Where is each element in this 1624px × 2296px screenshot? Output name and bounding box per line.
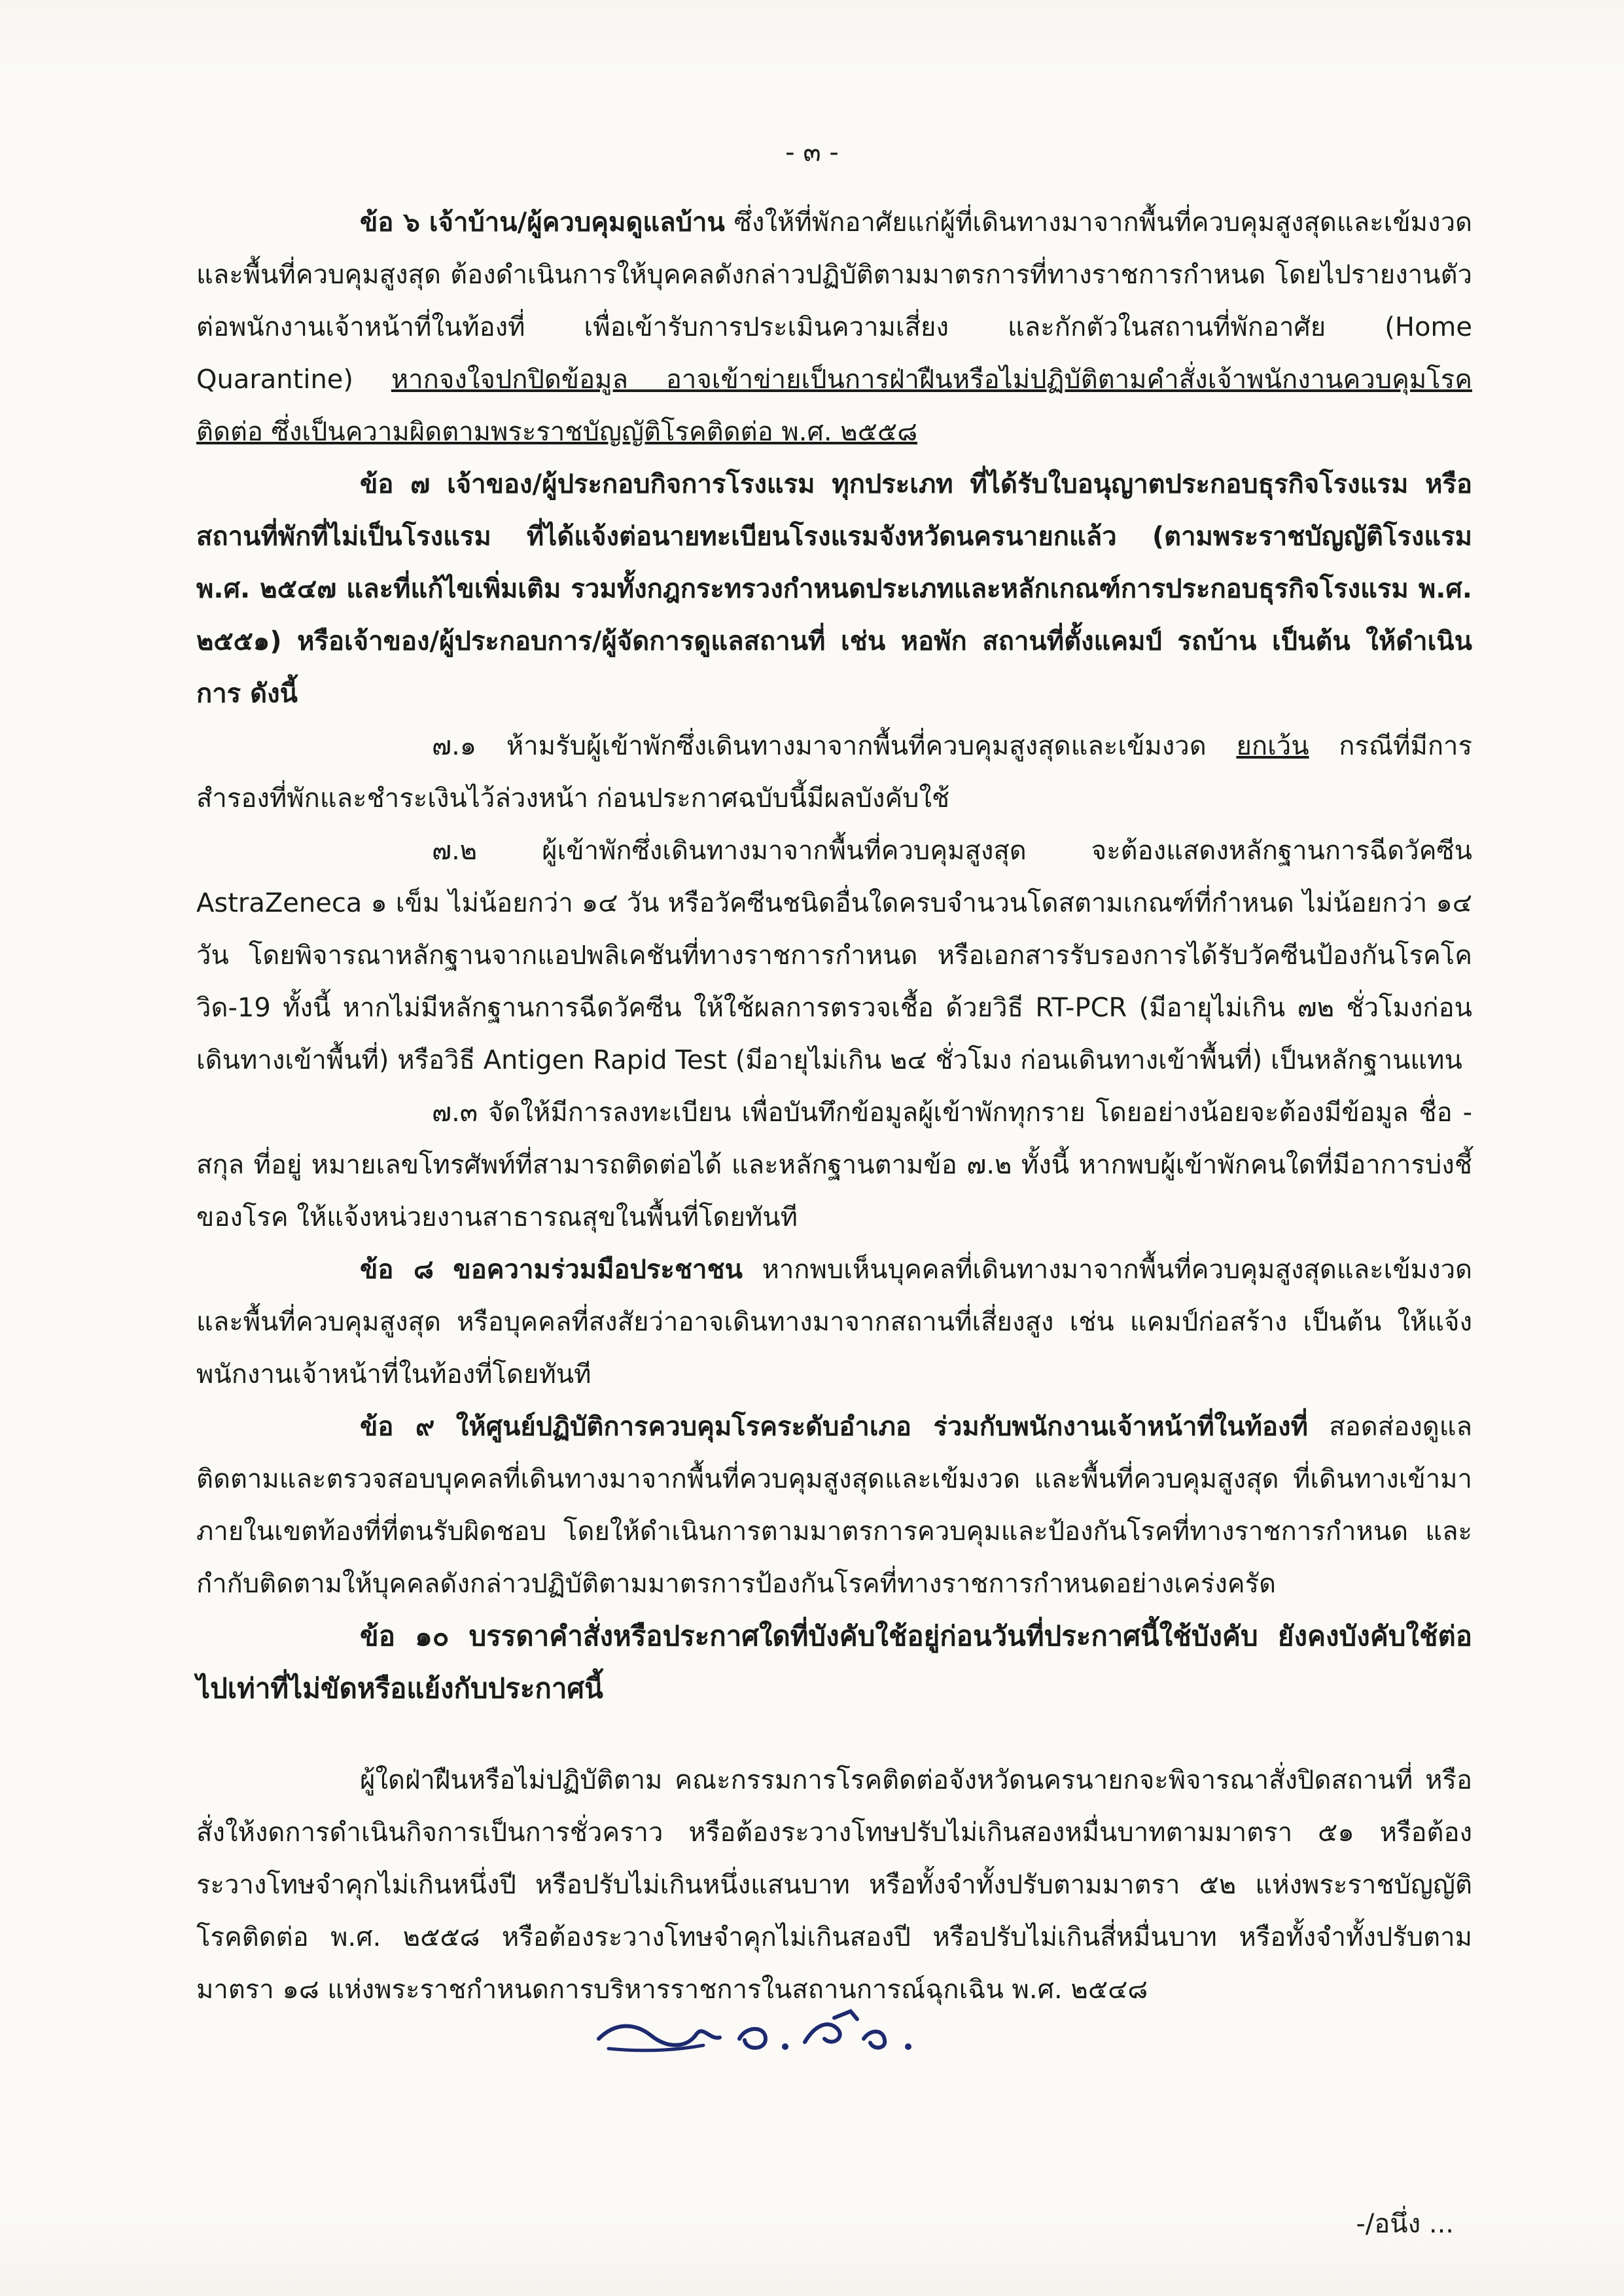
- clause-7-2: ๗.๒ ผู้เข้าพักซึ่งเดินทางมาจากพื้นที่ควบคุมสูงสุด จะต้องแสดงหลักฐานการฉีดวัคซีน AstraZeneca ๑ เข็ม ไม่น้อยกว่า ๑๔ วัน หรือวัคซีนชนิดอื่นใดครบจำนวนโดสตามเกณฑ์ที่กำหนด ไม่น้อยกว่า ๑๔ วัน โดยพิจารณาหลักฐานจากแอปพลิเคชันที่ทางราชการกำหนด หรือเอกสารรับรองการได้รับวัคซีนป้องกันโรคโควิด-19 ทั้งนี้ หากไม่มีหลักฐานการฉีดวัคซีน ให้ใช้ผลการตรวจเชื้อ ด้วยวิธี RT-PCR (มีอายุไม่เกิน ๗๒ ชั่วโมงก่อนเดินทางเข้าพื้นที่) หรือวิธี Antigen Rapid Test (มีอายุไม่เกิน ๒๔ ชั่วโมง ก่อนเดินทางเข้าพื้นที่) เป็นหลักฐานแทน: [196, 836, 1472, 1075]
- clause-9-text: สอดส่องดูแล ติดตามและตรวจสอบบุคคลที่เดินทางมาจากพื้นที่ควบคุมสูงสุดและเข้มงวด และพื้นที่ควบคุมสูงสุด ที่เดินทางเข้ามาภายในเขตท้องที่ที่ตนรับผิดชอบ โดยให้ดำเนินการตามมาตรการควบคุมและป้องกันโรคที่ทางราชการกำหนด และกำกับติดตามให้บุคคลดังกล่าวปฏิบัติตามมาตรการป้องกันโรคที่ทางราชการกำหนดอย่างเคร่งครัด: [196, 1412, 1473, 1599]
- clause-7-1-text: ๗.๑ ห้ามรับผู้เข้าพักซึ่งเดินทางมาจากพื้นที่ควบคุมสูงสุดและเข้มงวด: [432, 731, 1237, 761]
- continuation-marker: -/อนึ่ง ...: [1356, 2209, 1454, 2239]
- page-number: - ๓ -: [785, 137, 839, 168]
- clause-8-text: หากพบเห็นบุคคลที่เดินทางมาจากพื้นที่ควบคุมสูงสุดและเข้มงวด และพื้นที่ควบคุมสูงสุด หรือบุคคลที่สงสัยว่าอาจเดินทางมาจากสถานที่เสี่ยงสูง เช่น แคมป์ก่อสร้าง เป็นต้น ให้แจ้งพนักงานเจ้าหน้าที่ในท้องที่โดยทันที: [196, 1255, 1473, 1390]
- handwritten-signature: [589, 2000, 955, 2072]
- clause-6-warning: หากจงใจปกปิดข้อมูล อาจเข้าข่ายเป็นการฝ่าฝืนหรือไม่ปฏิบัติตามคำสั่งเจ้าพนักงานควบคุมโรคติดต่อ ซึ่งเป็นความผิดตามพระราชบัญญัติโรคติดต่อ พ.ศ. ๒๕๕๘: [196, 365, 1472, 447]
- clause-6-number: ข้อ ๖: [360, 207, 420, 238]
- clause-6-heading: เจ้าบ้าน/ผู้ควบคุมดูแลบ้าน: [429, 207, 725, 238]
- clause-7-number: ข้อ ๗: [360, 469, 431, 499]
- signature-icon: [589, 2000, 955, 2072]
- clause-10: ข้อ ๑๐ บรรดาคำสั่งหรือประกาศใดที่บังคับใช้อยู่ก่อนวันที่ประกาศนี้ใช้บังคับ ยังคงบังคับใช้ต่อไปเท่าที่ไม่ขัดหรือแย้งกับประกาศนี้: [196, 1620, 1472, 1704]
- clause-8-number: ข้อ ๘: [360, 1255, 434, 1285]
- clause-9: [196, 1401, 1472, 1610]
- clause-7-text: เจ้าของ/ผู้ประกอบกิจการโรงแรม ทุกประเภท ที่ได้รับใบอนุญาตประกอบธุรกิจโรงแรม หรือสถานที่พักที่ไม่เป็นโรงแรม ที่ได้แจ้งต่อนายทะเบียนโรงแรมจังหวัดนครนายกแล้ว (ตามพระราชบัญญัติโรงแรม พ.ศ. ๒๕๔๗ และที่แก้ไขเพิ่มเติม รวมทั้งกฎกระทรวงกำหนดประเภทและหลักเกณฑ์การประกอบธุรกิจโรงแรม พ.ศ. ๒๕๕๑) หรือเจ้าของ/ผู้ประกอบการ/ผู้จัดการดูแลสถานที่ เช่น หอพัก สถานที่ตั้งแคมป์ รถบ้าน เป็นต้น ให้ดำเนินการ ดังนี้: [196, 469, 1472, 709]
- clause-8: [196, 1244, 1472, 1401]
- clause-6-text: ซึ่งให้ที่พักอาศัยแก่ผู้ที่เดินทางมาจากพื้นที่ควบคุมสูงสุดและเข้มงวด และพื้นที่ควบคุมสูงสุด ต้องดำเนินการให้บุคคลดังกล่าวปฏิบัติตามมาตรการที่ทางราชการกำหนด โดยไปรายงานตัวต่อพนักงานเจ้าหน้าที่ในท้องที่ เพื่อเข้ารับการประเมินความเสี่ยง และกักตัวในสถานที่พักอาศัย (Home Quarantine): [196, 207, 1473, 395]
- document-body: [196, 196, 1472, 2016]
- penalty-paragraph: ผู้ใดฝ่าฝืนหรือไม่ปฏิบัติตาม คณะกรรมการโรคติดต่อจังหวัดนครนายกจะพิจารณาสั่งปิดสถานที่ หรือสั่งให้งดการดำเนินกิจการเป็นการชั่วคราว หรือต้องระวางโทษปรับไม่เกินสองหมื่นบาทตามมาตรา ๕๑ หรือต้องระวางโทษจำคุกไม่เกินหนึ่งปี หรือปรับไม่เกินหนึ่งแสนบาท หรือทั้งจำทั้งปรับตามมาตรา ๕๒ แห่งพระราชบัญญัติโรคติดต่อ พ.ศ. ๒๕๕๘ หรือต้องระวางโทษจำคุกไม่เกินสองปี หรือปรับไม่เกินสี่หมื่นบาท หรือทั้งจำทั้งปรับตามมาตรา ๑๘ แห่งพระราชกำหนดการบริหารราชการในสถานการณ์ฉุกเฉิน พ.ศ. ๒๕๔๘: [196, 1765, 1472, 2005]
- clause-7-3: ๗.๓ จัดให้มีการลงทะเบียน เพื่อบันทึกข้อมูลผู้เข้าพักทุกราย โดยอย่างน้อยจะต้องมีข้อมูล ชื่อ - สกุล ที่อยู่ หมายเลขโทรศัพท์ที่สามารถติดต่อได้ และหลักฐานตามข้อ ๗.๒ ทั้งนี้ หากพบผู้เข้าพักคนใดที่มีอาการบ่งชี้ของโรค ให้แจ้งหน่วยงานสาธารณสุขในพื้นที่โดยทันที: [196, 1098, 1472, 1232]
- clause-7-1-exception: ยกเว้น: [1236, 731, 1309, 761]
- clause-7-1: [196, 720, 1472, 825]
- clause-9-number: ข้อ ๙: [360, 1412, 435, 1442]
- clause-6: [196, 196, 1472, 458]
- clause-7: [196, 458, 1472, 720]
- clause-8-heading: ขอความร่วมมือประชาชน: [453, 1255, 743, 1285]
- clause-9-heading: ให้ศูนย์ปฏิบัติการควบคุมโรคระดับอำเภอ ร่วมกับพนักงานเจ้าหน้าที่ในท้องที่: [455, 1412, 1308, 1442]
- clause-7-1-rest: กรณีที่มีการสำรองที่พักและชำระเงินไว้ล่วงหน้า ก่อนประกาศฉบับนี้มีผลบังคับใช้: [196, 731, 1472, 814]
